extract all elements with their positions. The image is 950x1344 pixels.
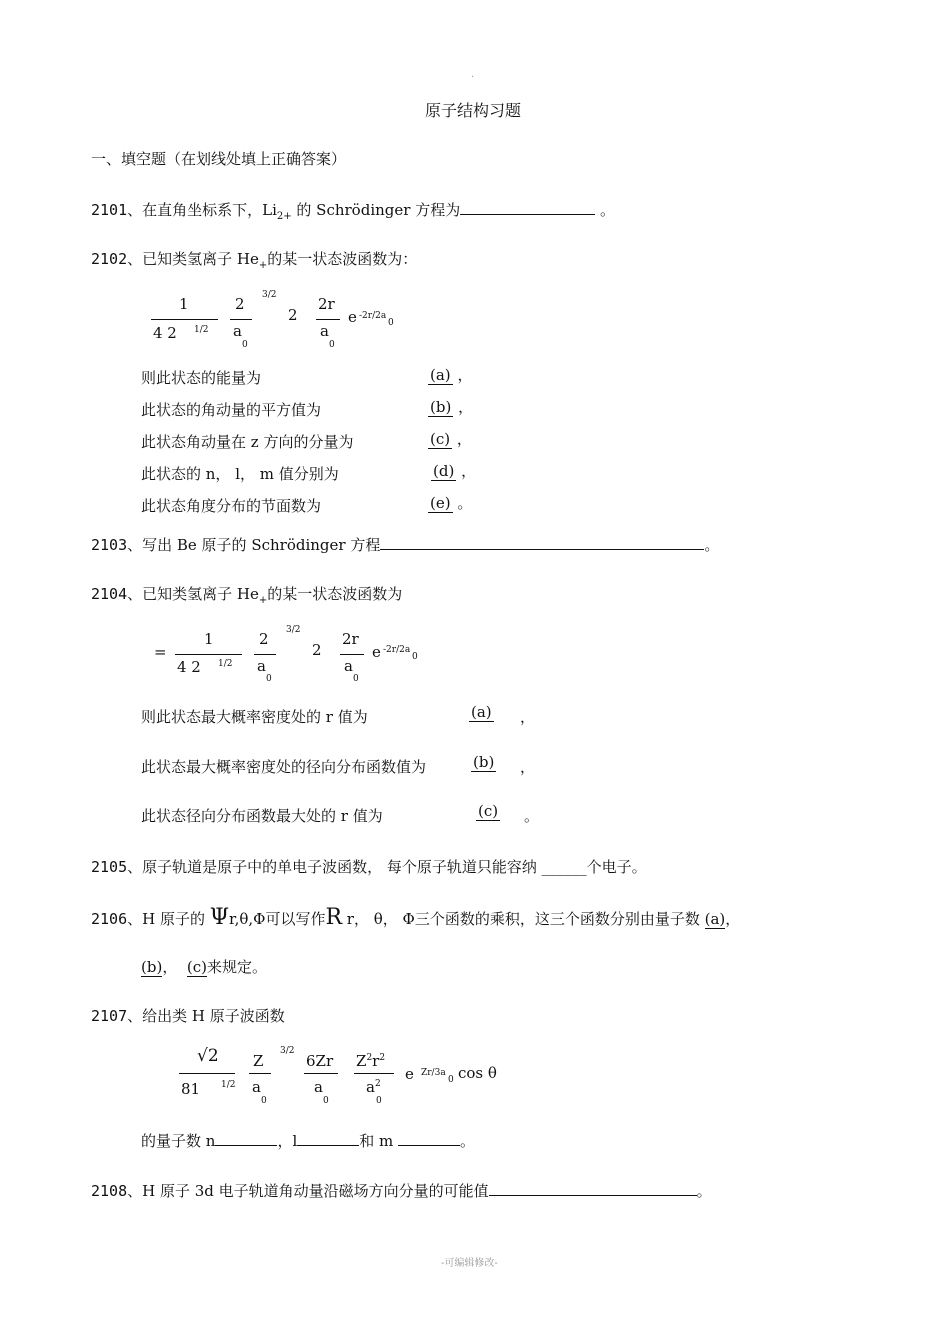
answer-label: (a) (471, 703, 492, 721)
q2102-item-b-label: 此状态的角动量的平方值为 (141, 401, 322, 419)
q2102-item-d-label: 此状态的 n， l， m 值分别为 (141, 465, 339, 483)
exponential: e (372, 643, 381, 661)
question-text: 、写出 Be 原子的 Schrödinger 方程 (127, 536, 381, 554)
question-text: 可以写作 (265, 910, 326, 928)
question-text: 、已知类氢离子 He (127, 250, 259, 268)
exponent: 2 (374, 1079, 381, 1089)
fraction-denominator: 4 2 (153, 324, 177, 342)
question-number: 2106 (91, 910, 128, 928)
fraction-denominator: a (257, 657, 266, 675)
superscript: + (258, 595, 268, 606)
question-number: 2103 (91, 536, 128, 554)
question-2104 (91, 583, 402, 606)
punct: ， (520, 758, 536, 776)
fraction-line (175, 654, 242, 655)
subscript: 0 (376, 1096, 382, 1106)
exponential: e (405, 1065, 414, 1083)
answer-blank-l[interactable] (297, 1131, 359, 1146)
answer-label: (d) (433, 462, 455, 480)
exponent: -2r/2a (383, 645, 411, 655)
subscript: 0 (323, 1096, 329, 1106)
exponent: 2 (366, 1053, 373, 1063)
fraction-numerator (356, 1052, 385, 1070)
superscript: + (258, 260, 268, 271)
radial-symbol: R (325, 905, 343, 930)
answer-b[interactable]: (b) (141, 958, 163, 976)
section-heading: 一、填空题（在划线处填上正确答案） (91, 150, 347, 168)
question-text: 、H 原子的 (127, 910, 210, 928)
q2102-item-a-label: 则此状态的能量为 (141, 369, 262, 387)
fraction-denominator: a (314, 1078, 323, 1096)
page-title: 原子结构习题 (425, 101, 522, 120)
fraction-denominator: a (320, 322, 329, 340)
question-text: 的某一状态波函数为 (267, 585, 403, 603)
question-text: 和 m (359, 1132, 399, 1150)
var: r (372, 1052, 380, 1070)
q2102-item-e-answer[interactable] (428, 492, 472, 513)
q2102-item-c-answer[interactable] (428, 428, 472, 449)
punct: ， (456, 430, 472, 448)
q2104-item-b-answer[interactable] (471, 753, 496, 772)
question-text: 、已知类氢离子 He (127, 585, 259, 603)
question-2102 (91, 248, 417, 271)
question-2107-tail (141, 1130, 475, 1151)
question-2103 (91, 534, 719, 555)
answer-c[interactable]: (c) (186, 958, 207, 976)
exponent: Zr/3a (421, 1068, 446, 1078)
question-text: 、在直角坐标系下，Li (127, 201, 277, 219)
question-text: r， θ， Φ三个函数的乘积，这三个函数分别由量子数 (342, 910, 705, 928)
fraction-line (179, 1073, 235, 1074)
question-2106-cont (141, 956, 267, 977)
q2102-item-c-label: 此状态角动量在 z 方向的分量为 (141, 433, 354, 451)
fraction-numerator: 2 (235, 295, 245, 313)
answer-blank[interactable] (489, 1181, 697, 1196)
question-2101 (91, 199, 615, 222)
exponent: 1/2 (221, 1080, 236, 1090)
answer-a[interactable]: (a) (704, 910, 726, 928)
fraction-line (304, 1073, 338, 1074)
question-text: 的 Schrödinger 方程为 (291, 201, 461, 219)
q2102-item-e-label: 此状态角度分布的节面数为 (141, 497, 322, 515)
q2104-item-b-label: 此状态最大概率密度处的径向分布函数值为 (141, 758, 427, 776)
cos-theta: cos θ (458, 1064, 497, 1082)
question-end: 。 (595, 201, 615, 219)
subscript: 0 (266, 674, 272, 684)
question-text: 、原子轨道是原子中的单电子波函数， 每个原子轨道只能容纳 (127, 858, 542, 876)
subscript: 0 (412, 652, 418, 662)
question-end: 。 (704, 536, 720, 554)
fraction-line (340, 654, 364, 655)
header-dot: · (471, 72, 475, 83)
q2102-item-b-answer[interactable] (428, 396, 473, 417)
fraction-line (151, 319, 218, 320)
answer-label: (a) (430, 366, 451, 384)
fraction-line (354, 1073, 394, 1074)
var: a (366, 1078, 375, 1096)
fraction-numerator: 1 (179, 295, 189, 313)
question-end: 个电子。 (586, 858, 647, 876)
question-2106 (91, 905, 740, 930)
answer-blank[interactable] (380, 535, 704, 550)
question-text: 、给出类 H 原子波函数 (127, 1007, 285, 1025)
question-number: 2108 (91, 1182, 128, 1200)
exponent: 2 (379, 1053, 386, 1063)
exponent: -2r/2a (359, 311, 387, 321)
question-text: 的某一状态波函数为： (267, 250, 418, 268)
coefficient: 2 (312, 641, 322, 659)
answer-label: (c) (430, 430, 451, 448)
q2102-item-a-answer[interactable] (428, 364, 472, 385)
fraction-denominator: a (252, 1078, 261, 1096)
fraction-line (249, 1073, 271, 1074)
subscript: 0 (448, 1075, 454, 1085)
question-text: ，l (277, 1132, 298, 1150)
answer-label: (c) (478, 802, 499, 820)
answer-blank-n[interactable] (215, 1131, 277, 1146)
fraction-denominator (366, 1078, 381, 1096)
subscript: 0 (329, 340, 335, 350)
exponent: 3/2 (280, 1046, 295, 1056)
fraction-line (254, 654, 276, 655)
q2104-item-c-label: 此状态径向分布函数最大处的 r 值为 (141, 807, 383, 825)
coefficient: 2 (288, 306, 298, 324)
punct: ， (457, 366, 473, 384)
question-end: 。 (696, 1182, 712, 1200)
exponential: e (348, 308, 357, 326)
question-number: 2102 (91, 250, 128, 268)
fraction-denominator: 81 (181, 1080, 201, 1098)
q2104-item-c-answer[interactable] (476, 802, 500, 821)
exponent: 1/2 (194, 325, 209, 335)
subscript: 0 (388, 318, 394, 328)
var: Z (356, 1052, 367, 1070)
question-end: 。 (460, 1132, 476, 1150)
q2102-item-d-answer[interactable] (431, 460, 476, 481)
exponent: 1/2 (218, 659, 233, 669)
question-2105 (91, 856, 647, 877)
question-text: 来规定。 (206, 958, 267, 976)
question-2107 (91, 1005, 285, 1026)
punct: ， (458, 398, 474, 416)
question-number: 2104 (91, 585, 128, 603)
question-2108 (91, 1180, 712, 1201)
fraction-denominator: 4 2 (177, 658, 201, 676)
fraction-line (316, 319, 340, 320)
answer-blank-m[interactable] (398, 1131, 460, 1146)
fraction-numerator: 2r (342, 630, 359, 648)
fraction-denominator: a (344, 657, 353, 675)
fraction-numerator: Z (253, 1052, 264, 1070)
exponent: 3/2 (262, 290, 277, 300)
question-number: 2101 (91, 201, 128, 219)
footer-note: -可编辑修改- (441, 1258, 498, 1269)
fraction-numerator: 1 (204, 630, 214, 648)
subscript: 0 (242, 340, 248, 350)
fraction-numerator: 6Zr (306, 1052, 334, 1070)
question-number: 2107 (91, 1007, 128, 1025)
subscript: 0 (261, 1096, 267, 1106)
q2104-item-a-answer[interactable] (469, 703, 494, 722)
answer-label: (b) (473, 753, 495, 771)
q2104-item-a-label: 则此状态最大概率密度处的 r 值为 (141, 708, 368, 726)
punct: ， (725, 910, 741, 928)
question-text: 、H 原子 3d 电子轨道角动量沿磁场方向分量的可能值 (127, 1182, 489, 1200)
answer-label: (e) (430, 494, 451, 512)
superscript: 2+ (276, 211, 292, 222)
answer-blank[interactable]: ______ (541, 858, 587, 876)
punct: ， (461, 462, 477, 480)
psi-args: r,θ,Φ (229, 910, 266, 928)
punct: 。 (457, 494, 473, 512)
fraction-denominator: a (233, 322, 242, 340)
subscript: 0 (353, 674, 359, 684)
question-number: 2105 (91, 858, 128, 876)
answer-label: (b) (430, 398, 452, 416)
fraction-numerator: 2r (318, 295, 335, 313)
psi-symbol: Ψ (209, 905, 230, 930)
punct: 。 (524, 807, 540, 825)
punct: ， (520, 708, 536, 726)
exponent: 3/2 (286, 625, 301, 635)
fraction-numerator: 2 (259, 630, 269, 648)
sqrt-two: √2 (197, 1046, 219, 1066)
answer-blank[interactable] (460, 200, 595, 215)
equals-sign: = (154, 643, 167, 661)
question-text: 的量子数 n (141, 1132, 216, 1150)
fraction-line (230, 319, 252, 320)
punct: ， (162, 958, 178, 976)
